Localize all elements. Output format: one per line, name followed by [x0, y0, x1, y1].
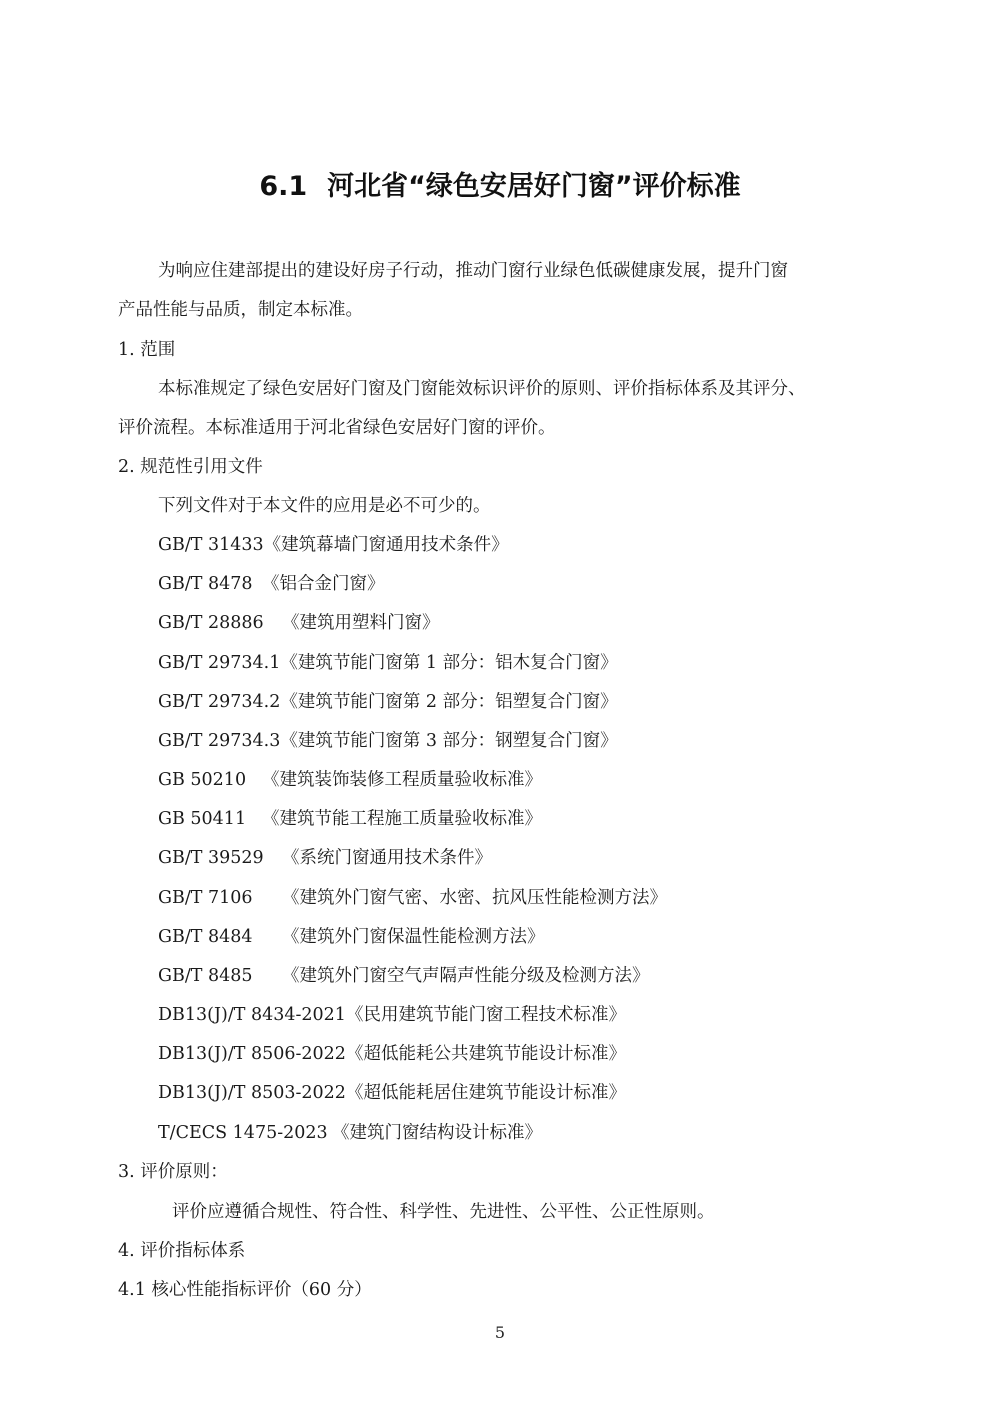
reference-title: 《建筑外门窗保温性能检测方法》 — [282, 927, 545, 947]
reference-title: 《铝合金门窗》 — [262, 574, 385, 594]
reference-code: GB/T 29734.2 — [158, 692, 281, 712]
reference-title: 《建筑节能门窗第 2 部分：铝塑复合门窗》 — [280, 692, 618, 712]
reference-item — [158, 963, 650, 989]
reference-item — [158, 532, 509, 558]
reference-item — [158, 885, 667, 911]
reference-code: DB13(J)/T 8434-2021 — [158, 1005, 346, 1025]
reference-item — [158, 1080, 626, 1106]
reference-code: GB/T 8485 — [158, 966, 253, 986]
reference-code: GB/T 39529 — [158, 848, 264, 868]
reference-item — [158, 767, 542, 793]
section-1-heading: 1. 范围 — [118, 340, 176, 360]
reference-title: 《建筑装饰装修工程质量验收标准》 — [262, 770, 542, 790]
reference-code: GB/T 8478 — [158, 574, 253, 594]
reference-item — [158, 610, 440, 636]
reference-code: GB/T 8484 — [158, 927, 253, 947]
reference-title: 《超低能耗公共建筑节能设计标准》 — [345, 1044, 626, 1064]
reference-code: DB13(J)/T 8506-2022 — [158, 1044, 346, 1064]
reference-code: GB/T 29734.1 — [158, 653, 281, 673]
reference-title: 《建筑节能工程施工质量验收标准》 — [262, 809, 542, 829]
title-text: 河北省“绿色安居好门窗”评价标准 — [327, 171, 741, 202]
reference-title: 《建筑外门窗气密、水密、抗风压性能检测方法》 — [282, 888, 667, 908]
reference-code: GB/T 28886 — [158, 613, 264, 633]
section-1-line-2: 评价流程。本标准适用于河北省绿色安居好门窗的评价。 — [118, 418, 556, 438]
reference-item — [158, 924, 545, 950]
section-2-heading: 2. 规范性引用文件 — [118, 457, 263, 477]
page-title — [0, 168, 1000, 206]
intro-line-1: 为响应住建部提出的建设好房子行动，推动门窗行业绿色低碳健康发展，提升门窗 — [158, 261, 788, 281]
reference-code: GB 50210 — [158, 770, 247, 790]
reference-title: 《超低能耗居住建筑节能设计标准》 — [345, 1083, 626, 1103]
reference-item — [158, 1120, 542, 1146]
reference-title: 《建筑幕墙门窗通用技术条件》 — [263, 535, 509, 555]
reference-title: 《建筑用塑料门窗》 — [282, 613, 440, 633]
section-3-text: 评价应遵循合规性、符合性、科学性、先进性、公平性、公正性原则。 — [172, 1202, 715, 1222]
reference-title: 《建筑节能门窗第 3 部分：钢塑复合门窗》 — [280, 731, 618, 751]
reference-title: 《建筑门窗结构设计标准》 — [332, 1123, 542, 1143]
intro-line-2: 产品性能与品质，制定本标准。 — [118, 300, 363, 320]
reference-item — [158, 806, 542, 832]
reference-item — [158, 650, 618, 676]
section-3-heading: 3. 评价原则： — [118, 1162, 228, 1182]
page-number: 5 — [494, 1323, 506, 1342]
section-4-heading: 4. 评价指标体系 — [118, 1241, 246, 1261]
reference-code: GB/T 7106 — [158, 888, 253, 908]
reference-code: GB/T 29734.3 — [158, 731, 281, 751]
reference-item — [158, 689, 618, 715]
reference-item — [158, 571, 385, 597]
reference-title: 《建筑外门窗空气声隔声性能分级及检测方法》 — [282, 966, 650, 986]
reference-item — [158, 728, 618, 754]
title-number: 6.1 — [259, 171, 308, 202]
reference-title: 《系统门窗通用技术条件》 — [282, 848, 492, 868]
reference-code: DB13(J)/T 8503-2022 — [158, 1083, 346, 1103]
section-1-line-1: 本标准规定了绿色安居好门窗及门窗能效标识评价的原则、评价指标体系及其评分、 — [158, 379, 806, 399]
reference-code: GB/T 31433 — [158, 535, 264, 555]
reference-item — [158, 1002, 626, 1028]
section-2-intro: 下列文件对于本文件的应用是必不可少的。 — [158, 496, 491, 516]
reference-item — [158, 845, 492, 871]
reference-code: GB 50411 — [158, 809, 247, 829]
reference-title: 《建筑节能门窗第 1 部分：铝木复合门窗》 — [280, 653, 618, 673]
section-4-1-heading: 4.1 核心性能指标评价（60 分） — [118, 1280, 372, 1300]
reference-code: T/CECS 1475-2023 — [158, 1123, 328, 1143]
reference-title: 《民用建筑节能门窗工程技术标准》 — [345, 1005, 626, 1025]
reference-item — [158, 1041, 626, 1067]
